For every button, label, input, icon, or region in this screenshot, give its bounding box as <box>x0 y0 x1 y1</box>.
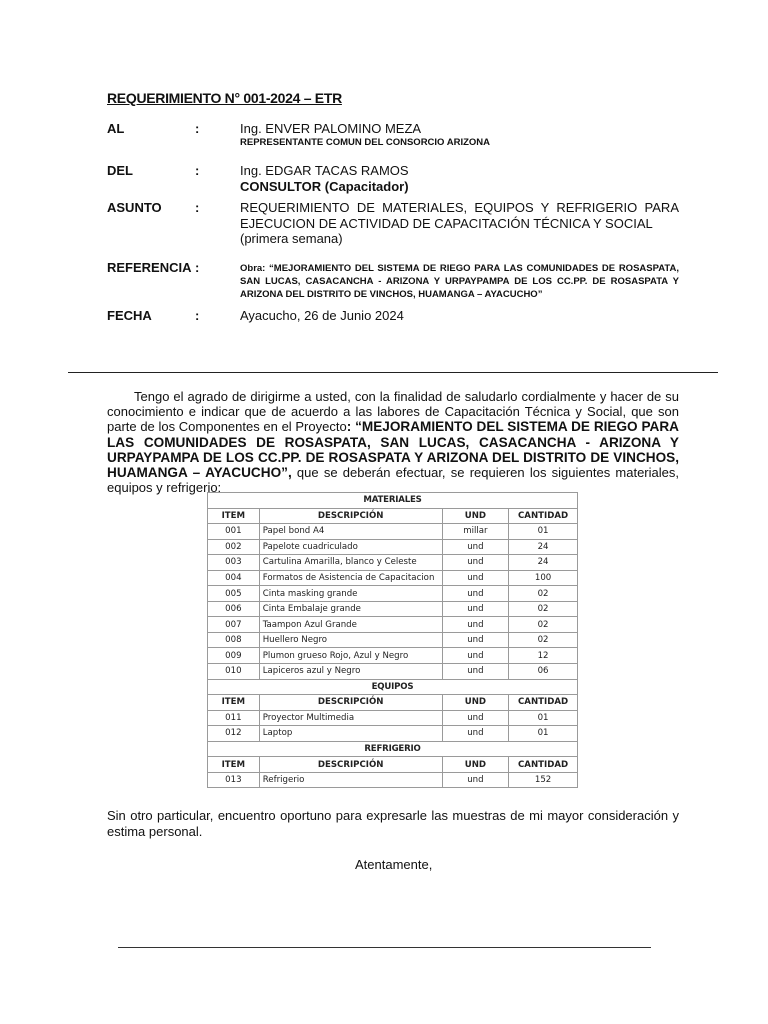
intro-text: Tengo el agrado de dirigirme a usted, con la finalidad de saludarlo cordialmente y hacer de su conocimiento e indicar que de acuerdo a las labores de Capacitación Técnica y Social, que son parte de los Componentes en el Proyecto <box>107 389 679 435</box>
referencia-text: Obra: “MEJORAMIENTO DEL SISTEMA DE RIEGO PARA LAS COMUNIDADES DE ROSASPATA, SAN LUCAS, CASACANCHA - ARIZONA Y URPAYPAMPA DE LOS CC.PP. DE ROSASPATA Y ARIZONA DEL DISTRITO DE VINCHOS, HUAMANGA – AYACUCHO” <box>240 263 679 300</box>
column-header: CANTIDAD <box>509 757 578 773</box>
table-row <box>208 772 578 788</box>
column-header: UND <box>442 757 509 773</box>
item-cell: 008 <box>208 632 260 648</box>
requirements-table-body <box>208 493 578 788</box>
description-cell: Formatos de Asistencia de Capacitacion <box>259 570 442 586</box>
column-header: DESCRIPCIÓN <box>259 757 442 773</box>
asunto-value <box>240 200 679 247</box>
item-cell: 001 <box>208 524 260 540</box>
table-row <box>208 726 578 742</box>
project-name: : “MEJORAMIENTO DEL SISTEMA DE RIEGO PARA LAS COMUNIDADES DE ROSASPATA, SAN LUCAS, CASACANCHA - ARIZONA Y URPAYPAMPA DE LOS CC.PP. DE ROSASPATA Y ARIZONA DEL DISTRITO DE VINCHOS, HUAMANGA – AYACUCHO”, <box>107 419 679 481</box>
table-row <box>208 617 578 633</box>
section-title-row <box>208 679 578 695</box>
quantity-cell: 01 <box>509 524 578 540</box>
unit-cell: und <box>442 664 509 680</box>
al-role: REPRESENTANTE COMUN DEL CONSORCIO ARIZONA <box>240 137 491 148</box>
del-name: Ing. EDGAR TACAS RAMOS <box>240 163 409 178</box>
unit-cell: und <box>442 648 509 664</box>
column-header: ITEM <box>208 757 260 773</box>
column-header: CANTIDAD <box>509 695 578 711</box>
asunto-label: ASUNTO <box>107 200 162 215</box>
item-cell: 009 <box>208 648 260 664</box>
unit-cell: und <box>442 632 509 648</box>
quantity-cell: 100 <box>509 570 578 586</box>
requirements-table <box>207 492 578 788</box>
intro-paragraph <box>107 389 679 495</box>
description-cell: Refrigerio <box>259 772 442 788</box>
quantity-cell: 01 <box>509 710 578 726</box>
quantity-cell: 152 <box>509 772 578 788</box>
referencia-colon: : <box>195 260 200 275</box>
del-label: DEL <box>107 163 133 178</box>
description-cell: Cartulina Amarilla, blanco y Celeste <box>259 555 442 571</box>
table-row <box>208 570 578 586</box>
column-header: ITEM <box>208 695 260 711</box>
asunto-text: REQUERIMIENTO DE MATERIALES, EQUIPOS Y REFRIGERIO PARA EJECUCION DE ACTIVIDAD DE CAPACITACIÓN TÉCNICA Y SOCIAL <box>240 200 679 231</box>
item-cell: 004 <box>208 570 260 586</box>
section-title-row <box>208 493 578 509</box>
column-header: DESCRIPCIÓN <box>259 508 442 524</box>
unit-cell: und <box>442 617 509 633</box>
referencia-label: REFERENCIA <box>107 260 192 275</box>
asunto-colon: : <box>195 200 200 215</box>
del-role: CONSULTOR (Capacitador) <box>240 179 409 194</box>
document-title: REQUERIMIENTO N° 001-2024 – ETR <box>107 90 342 106</box>
quantity-cell: 12 <box>509 648 578 664</box>
table-row <box>208 632 578 648</box>
item-cell: 007 <box>208 617 260 633</box>
column-header: DESCRIPCIÓN <box>259 695 442 711</box>
section-title: REFRIGERIO <box>208 741 578 757</box>
header-fecha <box>107 308 679 326</box>
column-header: ITEM <box>208 508 260 524</box>
quantity-cell: 02 <box>509 617 578 633</box>
unit-cell: und <box>442 539 509 555</box>
description-cell: Taampon Azul Grande <box>259 617 442 633</box>
header-referencia <box>107 260 679 300</box>
del-value <box>240 163 679 195</box>
closing-paragraph: Sin otro particular, encuentro oportuno para expresarle las muestras de mi mayor consideración y estima personal. <box>107 808 679 839</box>
table-row <box>208 648 578 664</box>
quantity-cell: 06 <box>509 664 578 680</box>
table-row <box>208 524 578 540</box>
quantity-cell: 02 <box>509 601 578 617</box>
table-row <box>208 664 578 680</box>
unit-cell: und <box>442 586 509 602</box>
del-colon: : <box>195 163 200 178</box>
fecha-colon: : <box>195 308 200 323</box>
description-cell: Papel bond A4 <box>259 524 442 540</box>
description-cell: Plumon grueso Rojo, Azul y Negro <box>259 648 442 664</box>
header-al <box>107 121 679 151</box>
column-header: UND <box>442 695 509 711</box>
header-del <box>107 163 679 195</box>
column-header-row <box>208 757 578 773</box>
item-cell: 012 <box>208 726 260 742</box>
intro-tail: que se deberán efectuar, se requieren los siguientes materiales, equipos y refrigerio: <box>107 465 679 496</box>
al-value <box>240 121 679 148</box>
header-asunto <box>107 200 679 248</box>
column-header: CANTIDAD <box>509 508 578 524</box>
description-cell: Huellero Negro <box>259 632 442 648</box>
table-row <box>208 586 578 602</box>
column-header-row <box>208 508 578 524</box>
item-cell: 005 <box>208 586 260 602</box>
al-name: Ing. ENVER PALOMINO MEZA <box>240 121 422 136</box>
column-header-row <box>208 695 578 711</box>
description-cell: Lapiceros azul y Negro <box>259 664 442 680</box>
section-title: EQUIPOS <box>208 679 578 695</box>
quantity-cell: 24 <box>509 555 578 571</box>
table-row <box>208 539 578 555</box>
al-colon: : <box>195 121 200 136</box>
section-title: MATERIALES <box>208 493 578 509</box>
unit-cell: und <box>442 601 509 617</box>
fecha-label: FECHA <box>107 308 152 323</box>
referencia-value <box>240 262 679 301</box>
unit-cell: und <box>442 570 509 586</box>
table-row <box>208 710 578 726</box>
item-cell: 011 <box>208 710 260 726</box>
unit-cell: und <box>442 726 509 742</box>
quantity-cell: 01 <box>509 726 578 742</box>
unit-cell: und <box>442 772 509 788</box>
column-header: UND <box>442 508 509 524</box>
description-cell: Papelote cuadriculado <box>259 539 442 555</box>
unit-cell: millar <box>442 524 509 540</box>
unit-cell: und <box>442 555 509 571</box>
item-cell: 010 <box>208 664 260 680</box>
unit-cell: und <box>442 710 509 726</box>
signature-line <box>118 947 651 948</box>
description-cell: Cinta Embalaje grande <box>259 601 442 617</box>
item-cell: 006 <box>208 601 260 617</box>
item-cell: 003 <box>208 555 260 571</box>
description-cell: Laptop <box>259 726 442 742</box>
separator-line <box>68 372 718 373</box>
description-cell: Proyector Multimedia <box>259 710 442 726</box>
description-cell: Cinta masking grande <box>259 586 442 602</box>
quantity-cell: 24 <box>509 539 578 555</box>
table-row <box>208 555 578 571</box>
section-title-row <box>208 741 578 757</box>
quantity-cell: 02 <box>509 632 578 648</box>
item-cell: 002 <box>208 539 260 555</box>
quantity-cell: 02 <box>509 586 578 602</box>
fecha-value: Ayacucho, 26 de Junio 2024 <box>240 308 404 323</box>
item-cell: 013 <box>208 772 260 788</box>
signoff: Atentamente, <box>355 857 433 872</box>
al-label: AL <box>107 121 125 136</box>
asunto-note: (primera semana) <box>240 231 343 246</box>
table-row <box>208 601 578 617</box>
